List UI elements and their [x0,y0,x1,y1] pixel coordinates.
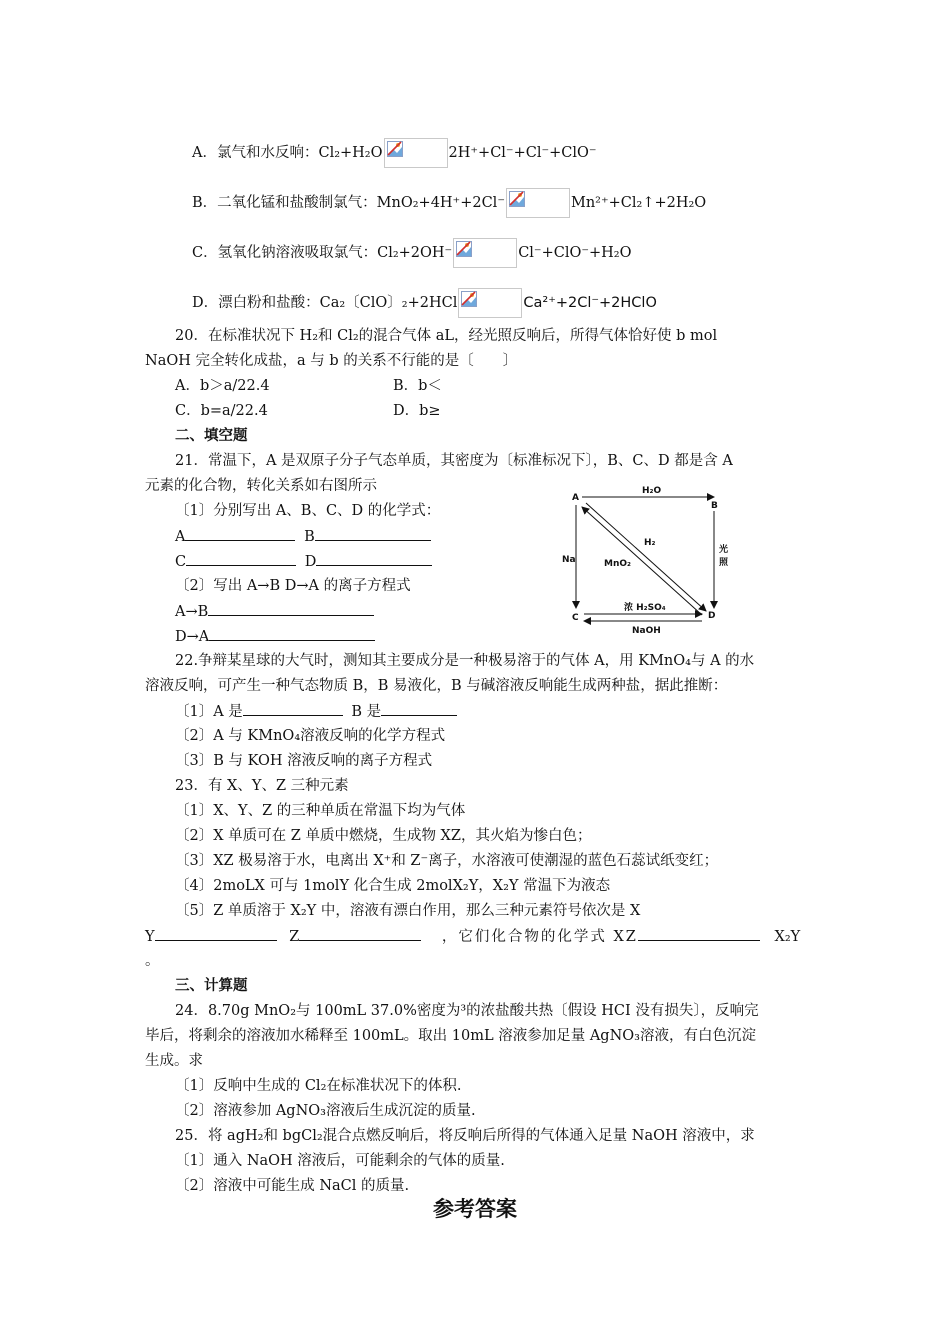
q22-sub3: 〔3〕B 与 KOH 溶液反响的离子方程式 [175,753,433,769]
label-a: A [175,529,186,545]
q23-s5: 〔5〕Z 单质溶于 X₂Y 中，溶液有漂白作用，那么三种元素符号依次是 X [175,903,641,919]
answer-title: 参考答案 [433,1197,517,1221]
q23-s2: 〔2〕X 单质可在 Z 单质中燃烧，生成物 XZ，其火焰为惨白色； [175,828,592,844]
label-mno2: MnO₂ [604,559,631,569]
q24-line2: 毕后，将剩余的溶液加水稀释至 100mL。取出 10mL 溶液参加足量 AgNO₃溶液，有白色沉淀 [145,1028,756,1044]
q20-option-a: A．b＞a/22.4 [175,378,270,394]
equation-image [458,288,522,318]
label-h2: H₂ [644,538,656,548]
equation-image [506,188,570,218]
label-conc-h2so4: 浓 H₂SO₄ [624,603,666,613]
q22-sub1 [175,701,457,722]
answer-blank-c[interactable] [186,551,296,566]
q19-d-text: D．漂白粉和盐酸：Ca₂〔ClO〕₂+2HCl [192,295,458,311]
q19-c-tail: Cl⁻+ClO⁻+H₂O [518,245,632,261]
node-d: D [708,611,716,621]
label-h2o: H₂O [642,486,662,496]
q21-answer-cd [175,551,432,572]
conversion-diagram [556,478,736,638]
answer-blank-y[interactable] [155,926,277,941]
q20-option-b: B．b＜ [393,378,442,394]
answer-blank-b[interactable] [315,526,431,541]
label-light-1: 光 [719,545,729,555]
label-y: Y [145,929,155,945]
answer-blank-a-to-b[interactable] [208,601,374,616]
answer-blank-d-to-a[interactable] [209,626,375,641]
node-b: B [711,501,718,511]
node-a: A [572,493,579,503]
label-z: Z [289,929,300,945]
q24-line1: 24．8.70g MnO₂与 100mL 37.0%密度为³的浓盐酸共热〔假设 HCI 没有损失〕，反响完 [175,1003,759,1019]
q22-sub1-a: 〔1〕A 是 [175,704,243,720]
q22-sub1-b: B 是 [351,704,382,720]
q20-option-d: D．b≥ [393,403,441,419]
q19-option-a [192,138,597,168]
q22-sub2: 〔2〕A 与 KMnO₄溶液反响的化学方程式 [175,728,446,744]
answer-blank-xz[interactable] [638,926,760,941]
q19-option-d [192,288,657,318]
edge-d-to-a [582,507,702,615]
q19-option-c [192,238,632,268]
q20-option-c: C．b=a/22.4 [175,403,268,419]
q22-line1: 22.争辩某星球的大气时，测知其主要成分是一种极易溶于的气体 A，用 KMnO₄与 A 的水 [175,653,755,669]
label-d-to-a: D→A [175,629,210,645]
edge-a-to-d [586,503,706,611]
q19-a-tail: 2H⁺+Cl⁻+Cl⁻+ClO⁻ [448,145,597,161]
q21-line1: 21．常温下，A 是双原子分子气态单质，其密度为〔标准标况下〕，B、C、D 都是含 A [175,453,733,469]
q23-end: 。 [145,953,160,969]
q19-b-tail: Mn²⁺+Cl₂↑+2H₂O [570,195,707,211]
broken-image-icon [509,191,525,207]
q24-s1: 〔1〕反响中生成的 Cl₂在标准状况下的体积. [175,1078,462,1094]
q22-line2: 溶液反响，可产生一种气态物质 B，B 易液化，B 与碱溶液反响能生成两种盐，据此推断： [145,678,728,694]
q19-b-text: B．二氧化锰和盐酸制氯气：MnO₂+4H⁺+2Cl⁻ [192,195,505,211]
broken-image-icon [387,141,403,157]
answer-blank-a[interactable] [185,526,295,541]
q19-option-b [192,188,706,218]
q23-s3: 〔3〕XZ 极易溶于水，电离出 X⁺和 Z⁻离子，水溶液可使潮湿的蓝色石蕊试纸变红； [175,853,719,869]
label-na: Na [562,555,576,565]
equation-image [453,238,517,268]
q24-line3: 生成。求 [145,1053,203,1069]
broken-image-icon [461,291,477,307]
q25-s2: 〔2〕溶液中可能生成 NaCl 的质量. [175,1178,410,1194]
q25-line1: 25．将 agH₂和 bgCl₂混合点燃反响后，将反响后所得的气体通入足量 NaOH 溶液中，求 [175,1128,755,1144]
answer-blank-q22-b[interactable] [381,701,457,716]
label-b: B [304,529,315,545]
q23-s1: 〔1〕X、Y、Z 的三种单质在常温下均为气体 [175,803,466,819]
q25-s1: 〔1〕通入 NaOH 溶液后，可能剩余的气体的质量. [175,1153,505,1169]
section-fill-in-heading: 二、填空题 [175,428,248,444]
q23-answer-line [145,926,800,947]
q20-line1: 20．在标准状况下 H₂和 Cl₂的混合气体 aL，经光照反响后，所得气体恰好使 b mol [175,328,718,344]
answer-blank-q22-a[interactable] [243,701,343,716]
label-naoh: NaOH [632,626,661,636]
answer-blank-z[interactable] [299,926,421,941]
q19-a-text: A．氯气和水反响：Cl₂+H₂O [192,145,383,161]
label-light-2: 照 [719,558,729,568]
q21-answer-ab [175,526,431,547]
answer-blank-d[interactable] [316,551,432,566]
q21-answer-d-to-a [175,626,375,647]
q24-s2: 〔2〕溶液参加 AgNO₃溶液后生成沉淀的质量. [175,1103,476,1119]
label-a-to-b: A→B [175,604,209,620]
label-x2y: X₂Y [774,929,801,945]
q21-sub1: 〔1〕分别写出 A、B、C、D 的化学式： [175,503,441,519]
q21-answer-a-to-b [175,601,374,622]
equation-image [384,138,448,168]
q20-line2: NaOH 完全转化成盐，a 与 b 的关系不行能的是〔 〕 [145,353,518,369]
q23-line1: 23．有 X、Y、Z 三种元素 [175,778,349,794]
broken-image-icon [456,241,472,257]
q23-answer-mid: ，它们化合物的化学式 XZ [441,929,638,945]
q21-line2: 元素的化合物，转化关系如右图所示 [145,478,377,494]
section-calc-heading: 三、计算题 [175,978,248,994]
node-c: C [572,613,579,623]
label-c: C [175,554,187,570]
label-d: D [304,554,317,570]
q21-sub2: 〔2〕写出 A→B D→A 的离子方程式 [175,578,411,594]
q19-c-text: C．氢氧化钠溶液吸取氯气：Cl₂+2OH⁻ [192,245,453,261]
q19-d-tail: Ca²⁺+2Cl⁻+2HClO [523,295,657,311]
q23-s4: 〔4〕2moLX 可与 1molY 化合生成 2molX₂Y，X₂Y 常温下为液态 [175,878,611,894]
